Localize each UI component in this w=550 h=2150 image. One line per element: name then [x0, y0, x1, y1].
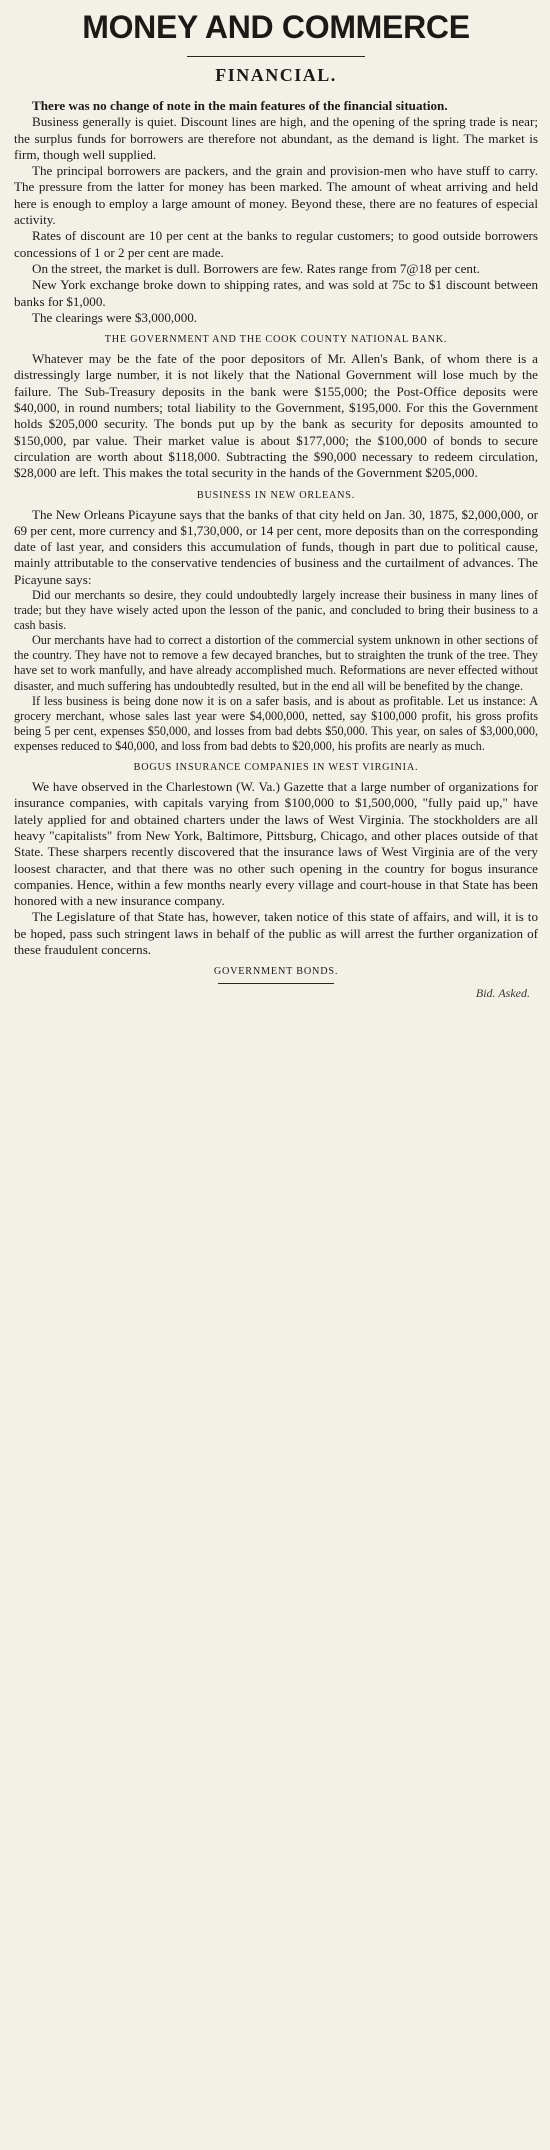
paragraph: The principal borrowers are packers, and the grain and provision-men who have stuff to carry. The pressure from the latter for money has been marked. The amount of wheat arriving and held here is enough to employ a large amount of money. Beyond these, there are no features of especial activity.: [14, 163, 538, 228]
insurance-body: [14, 779, 538, 958]
quote-paragraph: Did our merchants so desire, they could undoubtedly largely increase their business in many lines of trade; but they have wisely acted upon the lesson of the panic, and concluded to bring their business to a cash basis.: [14, 588, 538, 633]
paragraph: There was no change of note in the main features of the financial situation.: [32, 98, 448, 113]
bonds-rule: [218, 983, 333, 984]
paragraph: The clearings were $3,000,000.: [32, 309, 198, 325]
quote-paragraph: If less business is being done now it is on a safer basis, and is about as profitable. Let us instance: A grocery merchant, whose sales last year were $4,000,000, netted, say $100,000 profit, his gross profits being 5 per cent, expenses $50,000, and losses from bad debts $50,000. This year, on sales of $3,000,000, expenses reduced to $40,000, and loss from bad debts to $20,000, his profits are nearly as much.: [14, 693, 538, 753]
paragraph: We have observed in the Charlestown (W. Va.) Gazette that a large number of organizations for insurance companies, with capitals varying from $100,000 to $1,500,000, "fully paid up," have lately applied for and obtained charters under the laws of West Virginia. The stockholders are all heavy "capitalists" from New York, Baltimore, Pittsburg, Chicago, and other places outside of that State. These sharpers recently discovered that the insurance laws of West Virginia are of the very loosest character, and that there was no other such opening in the country for bogus insurance companies. Hence, within a few months nearly every village and court-house in that State has been honored with a new insurance company.: [14, 779, 538, 909]
bonds-heading: GOVERNMENT BONDS.: [213, 966, 339, 978]
paragraph: Whatever may be the fate of the poor depositors of Mr. Allen's Bank, of whom there is a distressingly large number, it is not likely that the National Government will lose much by the failure. The Sub-Treasury deposits in the bank were $155,000; the Post-Office deposits were $40,000, in round numbers; total liability to the Government, $195,000. For this the Government holds $205,000 security. The bonds put up by the bank as security for deposits amounted to $150,000, par value. Their market value is about $177,000; the $100,000 of bonds to secure circulation are worth about $118,000. Subtracting the $90,000 necessary to redeem circulation, $28,000 are left. This makes the total security in the hands of the Government $205,000.: [14, 351, 538, 481]
section-title: FINANCIAL.: [215, 65, 337, 85]
masthead: MONEY AND COMMERCE: [82, 9, 470, 45]
masthead-rule: [187, 56, 365, 57]
paragraph: Rates of discount are 10 per cent at the banks to regular customers; to good outside borrowers concessions of 1 or 2 per cent are made.: [14, 228, 538, 260]
picayune-quote: [14, 588, 538, 754]
new-orleans-heading: BUSINESS IN NEW ORLEANS.: [196, 489, 356, 501]
quote-paragraph: Our merchants have had to correct a distortion of the commercial system unknown in other sections of the country. They have not to remove a few decayed branches, but to straighten the trunk of the tree. They have set to work manfully, and have already accomplished much. Reformations are never effected without disaster, and much suffering has undoubtedly resulted, but in the end all will be benefited by the change.: [14, 633, 538, 693]
financial-body: [14, 98, 538, 326]
paragraph: On the street, the market is dull. Borrowers are few. Rates range from 7@18 per cent.: [32, 260, 480, 276]
new-orleans-body: [14, 507, 538, 588]
insurance-heading: BOGUS INSURANCE COMPANIES IN WEST VIRGINIA.: [133, 762, 419, 774]
paragraph: New York exchange broke down to shipping rates, and was sold at 75c to $1 discount between banks for $1,000.: [14, 277, 538, 309]
paragraph: The Legislature of that State has, however, taken notice of this state of affairs, and will, it is to be hoped, pass such stringent laws in behalf of the public as will arrest the further organization of these fraudulent concerns.: [14, 909, 538, 958]
paragraph: Business generally is quiet. Discount lines are high, and the opening of the spring trade is near; the surplus funds for borrowers are therefore not abundant, as the demand is light. The market is firm, though well supplied.: [14, 114, 538, 162]
paragraph: The New Orleans Picayune says that the banks of that city held on Jan. 30, 1875, $2,000,000, or 69 per cent, more currency and $1,730,000, or 14 per cent, more deposits than on the corresponding date of last year, and considers this accumulation of funds, though in part due to political cause, mainly attributable to the conservative tendencies of business and the curtailment of advances. The Picayune says:: [14, 506, 538, 587]
newspaper-column: [0, 0, 550, 1001]
bonds-column-labels: Bid. Asked.: [475, 986, 530, 1001]
cook-county-heading: THE GOVERNMENT AND THE COOK COUNTY NATIONAL BANK.: [104, 334, 448, 346]
cook-county-body: [14, 351, 538, 481]
